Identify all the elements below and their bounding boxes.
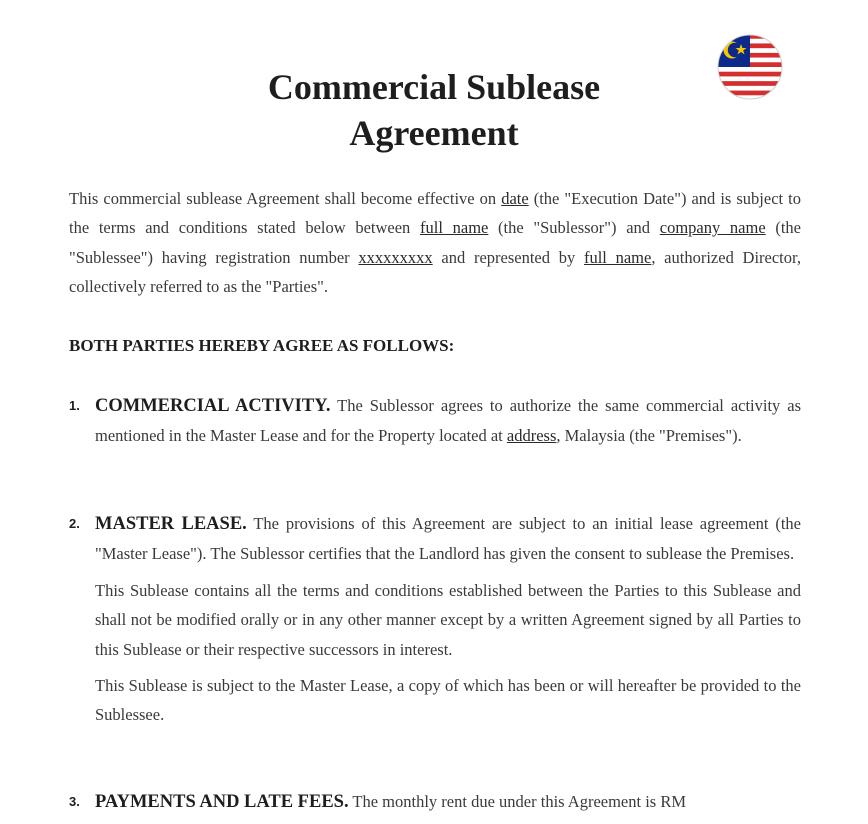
section-commercial-activity	[69, 391, 801, 458]
intro-paragraph: This commercial sublease Agreement shall become effective on date (the "Execution Date") and is subject to the terms and conditions stated below between full name (the "Sublessor") and company name (the "Sublessee") having registration number xxxxxxxxx and represented by full name, authorized Director, collectively referred to as the "Parties".	[69, 189, 802, 297]
title-line-2: Agreement	[349, 113, 519, 153]
title-line-1: Commercial Sublease	[267, 67, 601, 107]
section-number: 3.	[69, 794, 80, 809]
section-paragraph: This Sublease contains all the terms and conditions established between the Parties to this Sublease and shall not be modified orally or in any other manner except by a written Agreement signed by all Parties to this Sublease or their respective successors in interest.	[95, 580, 801, 659]
address-field[interactable]: address	[506, 426, 557, 446]
section-payments	[69, 787, 801, 824]
section-label: MASTER LEASE.	[95, 514, 247, 534]
section-master-lease	[69, 509, 801, 737]
sublessor-name-field[interactable]: full name	[420, 218, 489, 238]
section-number: 1.	[69, 398, 80, 413]
section-label: PAYMENTS AND LATE FEES.	[95, 792, 349, 812]
section-paragraph: PAYMENTS AND LATE FEES. The monthly rent due under this Agreement is RM	[95, 792, 687, 812]
date-field[interactable]: date	[501, 189, 529, 208]
section-number: 2.	[69, 516, 80, 531]
director-name-field[interactable]: full name	[583, 247, 652, 267]
section-paragraph: COMMERCIAL ACTIVITY. The Sublessor agrees to authorize the same commercial activity as mentioned in the Master Lease and for the Property located at address, Malaysia (the "Premises").	[95, 396, 801, 446]
section-paragraph: This Sublease is subject to the Master Lease, a copy of which has been or will hereafter be provided to the Sublessee.	[95, 676, 801, 725]
section-paragraph: MASTER LEASE. The provisions of this Agreement are subject to an initial lease agreement (the "Master Lease"). The Sublessor certifies that the Landlord has given the consent to sublease the Premises.	[95, 514, 801, 564]
agree-heading: BOTH PARTIES HEREBY AGREE AS FOLLOWS:	[69, 336, 455, 355]
registration-number-field[interactable]: xxxxxxxxx	[358, 247, 433, 267]
company-name-field[interactable]: company name	[659, 218, 766, 238]
document-title	[0, 64, 868, 156]
section-label: COMMERCIAL ACTIVITY.	[95, 396, 331, 416]
